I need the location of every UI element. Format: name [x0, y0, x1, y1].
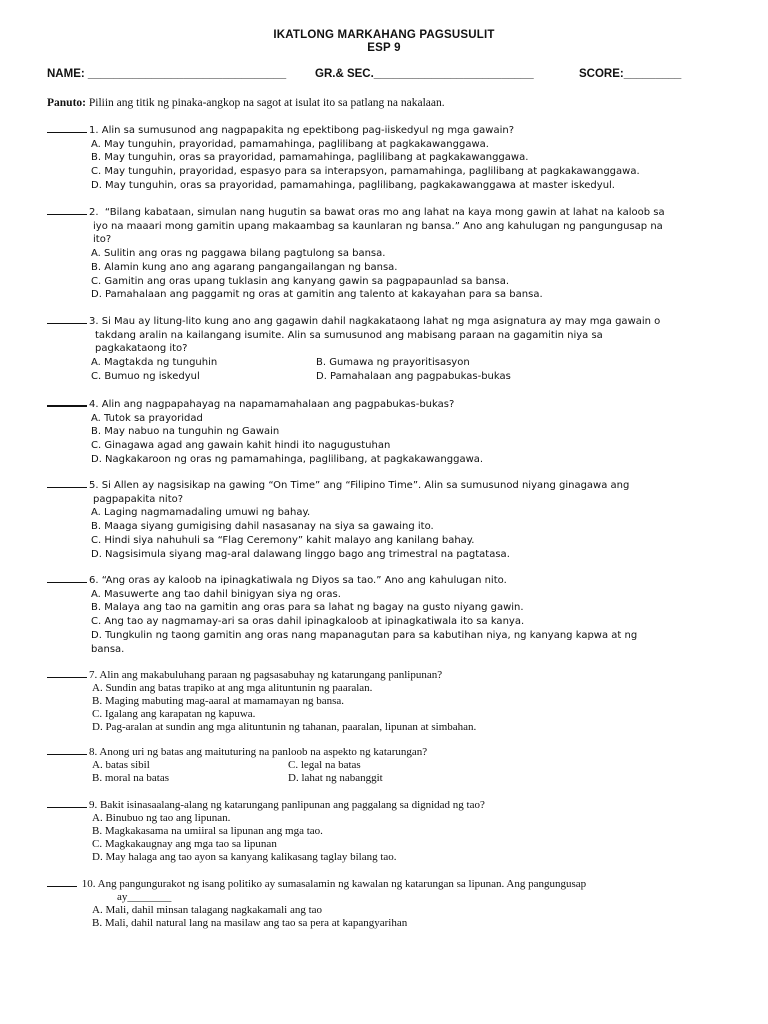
question-6 — [47, 572, 747, 656]
question-number: 8. — [89, 746, 98, 758]
question-text: Ang pangungurakot ng isang politiko ay sumasalamin ng kawalan ng katarungan sa lipunan. Ang pangungusap — [97, 878, 587, 890]
question-text: “Bilang kabataan, simulan nang hugutin sa bawat oras mo ang lahat na kaya mong gawin at lahat na kaloob sa — [104, 207, 665, 218]
option-b[interactable]: B. Alamin kung ano ang agarang pangangailangan ng bansa. — [91, 261, 398, 273]
score-field[interactable]: SCORE:_________ — [579, 68, 682, 80]
question-5 — [47, 477, 747, 561]
option-a[interactable]: A. Sundin ang batas trapiko at ang mga alituntunin ng paaralan. — [92, 681, 373, 694]
question-number: 10. — [81, 878, 96, 890]
option-c[interactable]: C. Gamitin ang oras upang tuklasin ang kanyang gawin sa pagpapaunlad sa bansa. — [91, 275, 510, 287]
question-text-cont: iyo na maaari mong gamitin upang makaambag sa kaunlaran ng bansa.” Ano ang kahulugan ng pangungusap na — [93, 220, 663, 232]
question-number: 4. — [89, 399, 99, 410]
option-a[interactable]: A. Mali, dahil minsan talagang nagkakamali ang tao — [92, 903, 323, 916]
option-c[interactable]: C. May tunguhin, prayoridad, espasyo para sa interapsyon, pamamahinga, paglilibang at pagkakawanggawa. — [91, 166, 640, 178]
question-text: Alin sa sumusunod ang nagpapakita ng epektibong pag-iiskedyul ng mga gawain? — [101, 125, 515, 136]
question-number: 2. — [89, 207, 99, 218]
question-9 — [47, 797, 747, 864]
option-b[interactable]: B. Maging mabuting mag-aaral at mamamayan ng bansa. — [92, 694, 345, 707]
option-d-cont: bansa. — [91, 643, 125, 655]
question-text: Si Allen ay nagsisikap na gawing “On Time” ang “Filipino Time”. Alin sa sumusunod niyang ginagawa ang — [101, 480, 630, 491]
directions-text: Piliin ang titik ng pinaka-angkop na sagot at isulat ito sa patlang na nakalaan. — [85, 97, 445, 109]
option-d[interactable]: D. May tunguhin, oras sa prayoridad, pamamahinga, paglilibang, pagkakawanggawa at master iskedyul. — [91, 179, 615, 191]
option-d[interactable]: D. lahat ng nabanggit — [288, 771, 383, 784]
question-text-cont: takdang aralin na kailangang isumite. Alin sa sumusunod ang mabisang paraan na gagamitin niya sa — [95, 329, 603, 341]
option-a[interactable]: A. batas sibil — [92, 758, 150, 771]
answer-blank-3[interactable] — [47, 313, 87, 324]
option-d[interactable]: D. Pamahalaan ang pagpabukas-bukas — [316, 370, 511, 382]
question-1 — [47, 122, 747, 193]
question-number: 1. — [89, 125, 99, 136]
option-a[interactable]: A. Binubuo ng tao ang lipunan. — [92, 811, 231, 824]
exam-title: IKATLONG MARKAHANG PAGSUSULIT — [273, 29, 495, 41]
option-c[interactable]: C. Bumuo ng iskedyul — [91, 370, 200, 382]
answer-blank-6[interactable] — [47, 572, 87, 583]
answer-blank-10[interactable] — [47, 876, 77, 887]
answer-blank-5[interactable] — [47, 477, 87, 488]
name-field[interactable]: NAME: _______________________________ — [47, 68, 287, 80]
option-d[interactable]: D. Pag-aralan at sundin ang mga alituntunin ng tahanan, paaralan, lipunan at simbahan. — [92, 720, 477, 733]
exam-subject: ESP 9 — [367, 42, 401, 54]
directions-label: Panuto: — [47, 97, 86, 109]
option-b[interactable]: B. Maaga siyang gumigising dahil nasasanay na siya sa gawaing ito. — [91, 521, 434, 533]
option-a[interactable]: A. Sulitin ang oras ng paggawa bilang pagtulong sa bansa. — [91, 248, 386, 260]
option-d[interactable]: D. Nagsisimula siyang mag-aral dalawang linggo bago ang trimestral na pagtatasa. — [91, 548, 510, 560]
question-4 — [47, 395, 747, 467]
question-10 — [47, 876, 747, 930]
question-2 — [47, 204, 747, 302]
option-b[interactable]: B. May nabuo na tunguhin ng Gawain — [91, 426, 280, 438]
question-3 — [47, 313, 747, 384]
option-a[interactable]: A. Masuwerte ang tao dahil binigyan siya ng oras. — [91, 588, 341, 600]
option-c[interactable]: C. Ginagawa agad ang gawain kahit hindi ito nagugustuhan — [91, 440, 391, 452]
question-text-cont: pagkakataong ito? — [95, 343, 188, 355]
option-a[interactable]: A. Tutok sa prayoridad — [91, 412, 203, 424]
question-text: Anong uri ng batas ang maituturing na panloob na aspekto ng katarungan? — [99, 746, 428, 758]
answer-blank-4[interactable] — [47, 395, 87, 407]
answer-blank-1[interactable] — [47, 122, 87, 133]
section-field[interactable]: GR.& SEC._________________________ — [315, 68, 534, 80]
question-text: Alin ang nagpapahayag na napamamahalaan ang pagpabukas-bukas? — [101, 399, 455, 410]
question-text-cont: ito? — [93, 234, 112, 246]
question-text-cont: ay________ — [117, 890, 172, 903]
question-text: Bakit isinasaalang-alang ng katarungang panlipunan ang paggalang sa dignidad ng tao? — [100, 799, 485, 811]
question-number: 3. — [89, 316, 99, 327]
option-a[interactable]: A. May tunguhin, prayoridad, pamamahinga, paglilibang at pagkakawanggawa. — [91, 138, 489, 150]
directions — [47, 97, 737, 109]
question-text: Si Mau ay litung-lito kung ano ang gagawin dahil nagkakataong lahat ng mga asignatura ay may mga gawain o — [101, 316, 661, 327]
option-c[interactable]: C. Hindi siya nahuhuli sa “Flag Ceremony” kahit malayo ang kanilang bahay. — [91, 534, 475, 546]
question-number: 7. — [89, 669, 98, 681]
option-c[interactable]: C. Igalang ang karapatan ng kapuwa. — [92, 707, 256, 720]
question-number: 9. — [89, 799, 98, 811]
question-8 — [47, 744, 747, 785]
option-b[interactable]: B. May tunguhin, oras sa prayoridad, pamamahinga, paglilibang at pagkakawanggawa. — [91, 152, 529, 164]
option-d[interactable]: D. Tungkulin ng taong gamitin ang oras nang mapanagutan para sa kabutihan niya, ng kanyang kapwa at ng — [91, 629, 638, 641]
option-c[interactable]: C. Ang tao ay nagmamay-ari sa oras dahil ipinagkaloob at ipinagkatiwala ito sa kanya. — [91, 616, 525, 628]
option-b[interactable]: B. moral na batas — [92, 771, 169, 784]
option-b[interactable]: B. Malaya ang tao na gamitin ang oras para sa lahat ng bagay na gusto niyang gawin. — [91, 602, 524, 614]
option-b[interactable]: B. Magkakasama na umiiral sa lipunan ang mga tao. — [92, 824, 323, 837]
answer-blank-8[interactable] — [47, 744, 87, 755]
option-d[interactable]: D. May halaga ang tao ayon sa kanyang kalikasang taglay bilang tao. — [92, 850, 397, 863]
option-d[interactable]: D. Pamahalaan ang paggamit ng oras at gamitin ang talento at kakayahan para sa bansa. — [91, 289, 543, 301]
option-b[interactable]: B. Mali, dahil natural lang na masilaw ang tao sa pera at kapangyarihan — [92, 916, 408, 929]
option-b[interactable]: B. Gumawa ng prayoritisasyon — [316, 357, 470, 369]
question-number: 5. — [89, 480, 99, 491]
option-c[interactable]: C. legal na batas — [288, 758, 361, 771]
option-c[interactable]: C. Magkakaugnay ang mga tao sa lipunan — [92, 837, 277, 850]
question-text-cont: pagpapakita nito? — [93, 493, 184, 505]
question-7 — [47, 667, 747, 734]
question-number: 6. — [89, 575, 99, 586]
answer-blank-9[interactable] — [47, 797, 87, 808]
option-d[interactable]: D. Nagkakaroon ng oras ng pamamahinga, paglilibang, at pagkakawanggawa. — [91, 453, 484, 465]
option-a[interactable]: A. Magtakda ng tunguhin — [91, 357, 218, 369]
answer-blank-2[interactable] — [47, 204, 87, 215]
option-a[interactable]: A. Laging nagmamadaling umuwi ng bahay. — [91, 507, 311, 519]
answer-blank-7[interactable] — [47, 667, 87, 678]
question-text: Alin ang makabuluhang paraan ng pagsasabuhay ng katarungang panlipunan? — [99, 669, 443, 681]
question-text: “Ang oras ay kaloob na ipinagkatiwala ng Diyos sa tao.” Ano ang kahulugan nito. — [101, 575, 507, 586]
